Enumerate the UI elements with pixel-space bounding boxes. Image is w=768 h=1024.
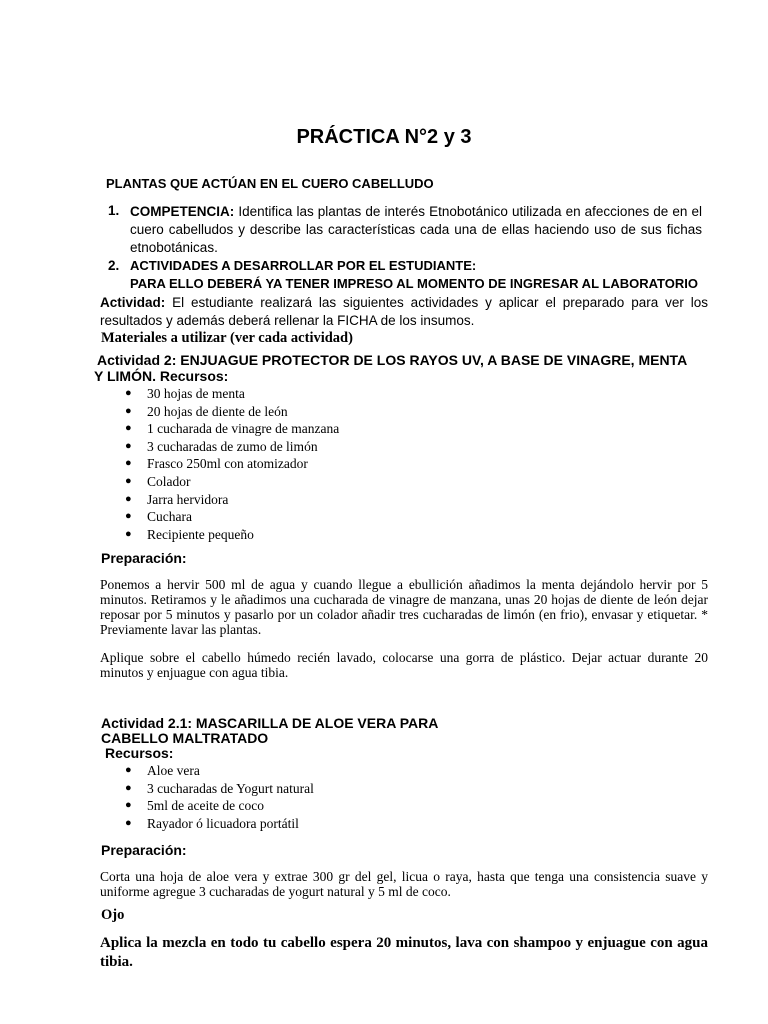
list-item: ● 30 hojas de menta (125, 386, 245, 401)
activity21-prep-heading: Preparación: (101, 842, 187, 858)
activity2-apply-text: Aplique sobre el cabello húmedo recién lavado, colocarse una gorra de plástico. Dejar actuar durante 20 minutos y enjuague con agua tibia. (100, 650, 708, 680)
materiales-heading: Materiales a utilizar (ver cada actividad) (101, 330, 353, 346)
list-item: ● Jarra hervidora (125, 491, 229, 507)
bullet-icon: ● (125, 422, 132, 435)
bullet-icon: ● (125, 527, 132, 540)
competencia-text: Identifica las plantas de interés Etnobotánico utilizada en afecciones de en el cuero cabelludos y describe las características cada una de ellas haciendo uso de sus fichas etnobotánicas. (130, 204, 702, 255)
bullet-icon: ● (125, 816, 132, 829)
activity21-final-text: Aplica la mezcla en todo tu cabello espera 20 minutos, lava con shampoo y enjuague con agua tibia. (100, 935, 708, 970)
activity2-heading-line2: Y LIMÓN. Recursos: (94, 368, 229, 384)
actividad-paragraph (100, 294, 708, 330)
list-item: ● 20 hojas de diente de león (125, 403, 288, 419)
activity21-resources-label: Recursos: (105, 745, 174, 761)
list-item: ● 3 cucharadas de zumo de limón (125, 438, 318, 454)
activity21-resource-list (125, 762, 314, 832)
actividad-label: Actividad: (100, 295, 166, 310)
bullet-icon: ● (125, 781, 132, 794)
bullet-icon: ● (125, 474, 132, 487)
page-title: PRÁCTICA N°2 y 3 (296, 126, 472, 148)
item-number-2: 2. (108, 258, 120, 273)
list-item: ● Colador (125, 473, 191, 489)
competencia-label: COMPETENCIA: (130, 204, 235, 219)
bullet-icon: ● (125, 764, 132, 776)
item-number-1: 1. (108, 203, 120, 218)
activity2-heading-line1: Actividad 2: ENJUAGUE PROTECTOR DE LOS RAYOS UV, A BASE DE VINAGRE, MENTA (97, 352, 688, 368)
list-item: ● 3 cucharadas de Yogurt natural (125, 780, 314, 796)
activity2-resource-list (125, 385, 340, 543)
list-item: ● Recipiente pequeño (125, 526, 254, 542)
bullet-icon: ● (125, 457, 132, 470)
activity21-heading-line1: Actividad 2.1: MASCARILLA DE ALOE VERA PARA (101, 715, 439, 731)
list-item: ● Frasco 250ml con atomizador (125, 456, 308, 472)
bullet-icon: ● (125, 799, 132, 812)
activity2-prep-text: Ponemos a hervir 500 ml de agua y cuando llegue a ebullición añadimos la menta dejándolo hervir por 5 minutos. Retiramos y le añadimos una cucharada de vinagre de manzana, unas 20 hojas de diente de león dejar reposar por 5 minutos y pasarlo por un colador añadir tres cucharadas de limón (en frio), envasar y etiquetar. * Previamente lavar las plantas. (100, 577, 708, 637)
bullet-icon: ● (125, 510, 132, 523)
list-item: ● Aloe vera (125, 763, 200, 778)
bullet-icon: ● (125, 387, 132, 399)
activity21-prep-text: Corta una hoja de aloe vera y extrae 300 gr del gel, licua o raya, hasta que tenga una consistencia suave y uniforme agregue 3 cucharadas de yogurt natural y 5 ml de coco. (100, 869, 708, 899)
ojo-label: Ojo (101, 907, 125, 923)
competencia-paragraph (130, 203, 702, 257)
activity2-prep-heading: Preparación: (101, 550, 187, 566)
actividades-sublabel: PARA ELLO DEBERÁ YA TENER IMPRESO AL MOMENTO DE INGRESAR AL LABORATORIO (130, 276, 698, 291)
bullet-icon: ● (125, 492, 132, 505)
list-item: ● 1 cucharada de vinagre de manzana (125, 421, 340, 437)
section-subtitle: PLANTAS QUE ACTÚAN EN EL CUERO CABELLUDO (106, 176, 434, 191)
list-item: ● Rayador ó licuadora portátil (125, 815, 299, 831)
list-item: ● 5ml de aceite de coco (125, 798, 264, 814)
list-item: ● Cuchara (125, 509, 192, 525)
actividad-text: El estudiante realizará las siguientes actividades y aplicar el preparado para ver los resultados y además deberá rellenar la FICHA de los insumos. (100, 295, 708, 328)
activity21-heading-line2: CABELLO MALTRATADO (101, 730, 269, 746)
bullet-icon: ● (125, 404, 132, 417)
actividades-label: ACTIVIDADES A DESARROLLAR POR EL ESTUDIANTE: (130, 258, 477, 273)
bullet-icon: ● (125, 439, 132, 452)
